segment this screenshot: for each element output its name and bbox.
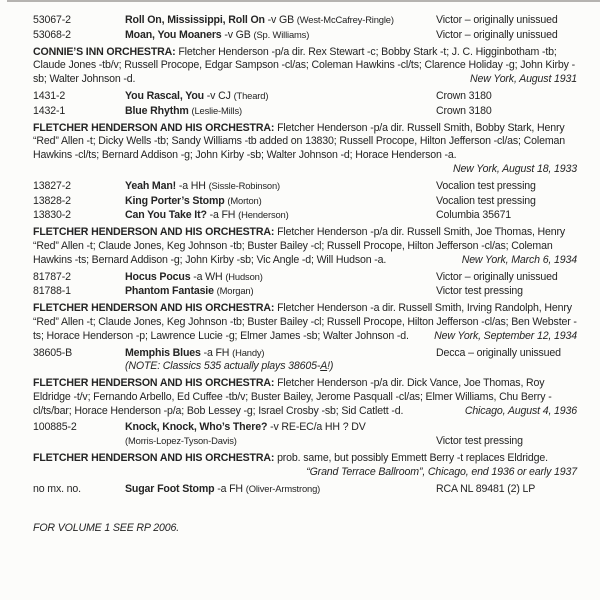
track-row xyxy=(33,104,577,119)
session-date: “Grand Terrace Ballroom”, Chicago, end 1936 or early 1937 xyxy=(306,465,577,478)
matrix-number: 1431-2 xyxy=(33,89,66,102)
discography-page xyxy=(33,13,577,535)
composer-credit: (Morris-Lopez-Tyson-Davis) xyxy=(125,435,237,447)
record-label: RCA NL 89481 (2) LP xyxy=(436,482,536,495)
session-header xyxy=(33,226,577,267)
personnel-list: prob. same, but possibly Emmett Berry -t replaces Eldridge. xyxy=(277,452,548,465)
title-cell xyxy=(125,13,436,28)
band-name: FLETCHER HENDERSON AND HIS ORCHESTRA: xyxy=(33,377,275,390)
title-cell xyxy=(125,28,436,43)
composer-credit: (Hudson) xyxy=(225,270,263,282)
track-row xyxy=(33,13,577,28)
track-title: Moan, You Moaners xyxy=(125,28,222,41)
note-underlined-letter: A xyxy=(320,360,328,373)
track-title: Hocus Pocus xyxy=(125,270,191,283)
track-credit: -v RE-EC/a HH ? DV xyxy=(270,420,366,433)
matrix-number: 81788-1 xyxy=(33,285,71,298)
track-title: Phantom Fantasie xyxy=(125,285,214,298)
session-date: New York, September 12, 1934 xyxy=(434,329,577,342)
track-credit: -v CJ xyxy=(206,89,231,102)
track-title: Blue Rhythm xyxy=(125,104,189,117)
record-label: Victor – originally unissued xyxy=(436,270,558,283)
composer-credit: (Sp. Williams) xyxy=(253,28,310,40)
page-scan-edge xyxy=(7,0,600,2)
track-credit: -a FH xyxy=(217,482,243,495)
track-title: Roll On, Mississippi, Roll On xyxy=(125,14,265,26)
title-cell xyxy=(125,89,436,104)
record-label: Victor – originally unissued xyxy=(436,28,558,41)
track-row xyxy=(33,482,577,497)
track-title: Knock, Knock, Who’s There? xyxy=(125,420,268,433)
track-row xyxy=(33,89,577,104)
track-row xyxy=(33,346,577,361)
matrix-number: 81787-2 xyxy=(33,270,71,283)
record-label: Vocalion test pressing xyxy=(436,179,536,192)
title-cell xyxy=(125,346,436,361)
title-cell xyxy=(125,179,436,194)
track-credit: -a FH xyxy=(203,346,230,359)
record-label: Crown 3180 xyxy=(436,104,492,117)
track-credit: -v GB xyxy=(267,14,294,26)
personnel-list: Fletcher Henderson -p/a dir. Rex Stewart -c; Bobby Stark -t; J. C. Higginbotham -tb; Claude Jones -tb/v; Russell Procope, Edgar Sampson -cl/as; Coleman Hawkins -cl/ts; Clarence Holiday -g; John Kirby -sb; Walter Johnson -d. xyxy=(33,45,575,86)
track-row xyxy=(33,28,577,43)
session-date: Chicago, August 4, 1936 xyxy=(464,404,577,417)
track-credit: -a HH xyxy=(178,179,206,192)
band-name: FLETCHER HENDERSON AND HIS ORCHESTRA: xyxy=(33,452,275,465)
matrix-number: 13828-2 xyxy=(33,194,71,207)
track-row xyxy=(33,179,577,194)
footer-note: FOR VOLUME 1 SEE RP 2006. xyxy=(33,521,179,534)
session-header xyxy=(33,46,577,87)
record-label: Vocalion test pressing xyxy=(436,194,536,207)
track-row-continuation xyxy=(33,434,577,449)
session-date: New York, August 18, 1933 xyxy=(452,162,577,175)
composer-credit: (West-McCafrey-Ringle) xyxy=(296,14,394,25)
track-row xyxy=(33,284,577,299)
composer-credit: (Henderson) xyxy=(238,209,289,221)
personnel-list: Fletcher Henderson -p/a dir. Russell Smith, Joe Thomas, Henry “Red” Allen -t; Claude Jones, Keg Johnson -tb; Buster Bailey -cl; Russell Procope, Hilton Jefferson -cl/as; Coleman Hawkins -ts; Bernard Addison -g; John Kirby -sb; Vic Angle -d; Will Hudson -a. xyxy=(33,226,566,266)
title-cell xyxy=(125,208,436,223)
session-header xyxy=(33,122,577,177)
note-text: (NOTE: Classics 535 actually plays 38605- xyxy=(125,360,321,373)
title-cell xyxy=(125,482,436,497)
composer-credit: (Morgan) xyxy=(216,285,254,297)
track-credit: -v GB xyxy=(224,28,251,41)
record-label: Crown 3180 xyxy=(436,89,492,102)
track-row xyxy=(33,421,577,435)
track-row xyxy=(33,194,577,209)
track-row xyxy=(33,270,577,285)
matrix-number: 53068-2 xyxy=(33,28,71,41)
composer-credit: (Theard) xyxy=(233,89,269,101)
matrix-number: 38605-B xyxy=(33,346,73,359)
title-cell xyxy=(125,104,436,119)
composer-credit: (Handy) xyxy=(232,346,265,358)
record-label: Decca – originally unissued xyxy=(436,346,561,359)
track-credit: -a WH xyxy=(193,270,223,283)
record-label: Victor – originally unissued xyxy=(436,14,558,26)
note-text-end: !) xyxy=(327,360,334,373)
track-credit: -a FH xyxy=(209,209,236,222)
session-date: New York, August 1931 xyxy=(470,73,577,86)
record-label: Columbia 35671 xyxy=(436,209,512,222)
track-title: King Porter’s Stomp xyxy=(125,194,225,207)
personnel-list: Fletcher Henderson -p/a dir. Russell Smith, Bobby Stark, Henry “Red” Allen -t; Dicky Wells -tb; Sandy Williams -tb added on 13830; Russell Procope, Hilton Jefferson -cl/as; Coleman Hawkins -cl/ts; Bernard Addison -g; John Kirby -sb; Walter Johnson -d; Horace Henderson -a. xyxy=(33,121,565,162)
matrix-number: 13827-2 xyxy=(33,179,71,192)
band-name: FLETCHER HENDERSON AND HIS ORCHESTRA: xyxy=(33,226,275,239)
matrix-number: 13830-2 xyxy=(33,209,71,222)
track-row xyxy=(33,208,577,223)
track-title: Yeah Man! xyxy=(125,179,177,192)
matrix-number: 53067-2 xyxy=(33,14,71,26)
composer-credit: (Morton) xyxy=(227,194,262,206)
composer-credit: (Sissle-Robinson) xyxy=(208,179,280,191)
title-cell xyxy=(125,284,436,299)
band-name: FLETCHER HENDERSON AND HIS ORCHESTRA: xyxy=(33,302,275,315)
band-name: CONNIE’S INN ORCHESTRA: xyxy=(33,45,176,58)
title-cell xyxy=(125,270,436,285)
title-cell xyxy=(125,194,436,209)
session-header xyxy=(33,302,577,343)
matrix-number: no mx. no. xyxy=(33,482,81,495)
track-title: Can You Take It? xyxy=(125,209,207,222)
personnel-list: Fletcher Henderson -p/a dir. Dick Vance, Joe Thomas, Roy Eldridge -t/v; Fernando Arbello, Ed Cuffee -tb/v; Buster Bailey, Jerome Pasquall -cl/as; Elmer Williams, Chu Berry -cl/ts/bar; Horace Henderson -p/a; Bob Lessey -g; Israel Crosby -sb; Sid Catlett -d. xyxy=(33,377,552,417)
matrix-number: 100885-2 xyxy=(33,420,77,433)
matrix-number: 1432-1 xyxy=(33,104,66,117)
track-title: You Rascal, You xyxy=(125,89,204,102)
composer-credit: (Leslie-Mills) xyxy=(191,104,242,116)
session-header xyxy=(33,452,577,480)
composer-credit: (Oliver-Armstrong) xyxy=(245,482,321,494)
band-name: FLETCHER HENDERSON AND HIS ORCHESTRA: xyxy=(33,121,275,134)
record-label: Victor test pressing xyxy=(436,285,523,298)
note-line xyxy=(125,360,436,374)
title-cell xyxy=(125,421,436,435)
title-cell xyxy=(125,434,436,449)
track-title: Sugar Foot Stomp xyxy=(125,482,215,495)
personnel-list: Fletcher Henderson -a dir. Russell Smith, Irving Randolph, Henry “Red” Allen -t; Claude Jones, Keg Johnson -tb; Buster Bailey -cl; Russell Procope, Hilton Jefferson -cl/as; Ben Webster -ts; Horace Henderson -p; Lawrence Lucie -g; Elmer James -sb; Walter Johnson -d. xyxy=(33,302,577,342)
record-label: Victor test pressing xyxy=(436,435,523,448)
session-header xyxy=(33,377,577,418)
track-title: Memphis Blues xyxy=(125,346,201,359)
track-note-row xyxy=(33,360,577,374)
session-date: New York, March 6, 1934 xyxy=(461,253,577,266)
